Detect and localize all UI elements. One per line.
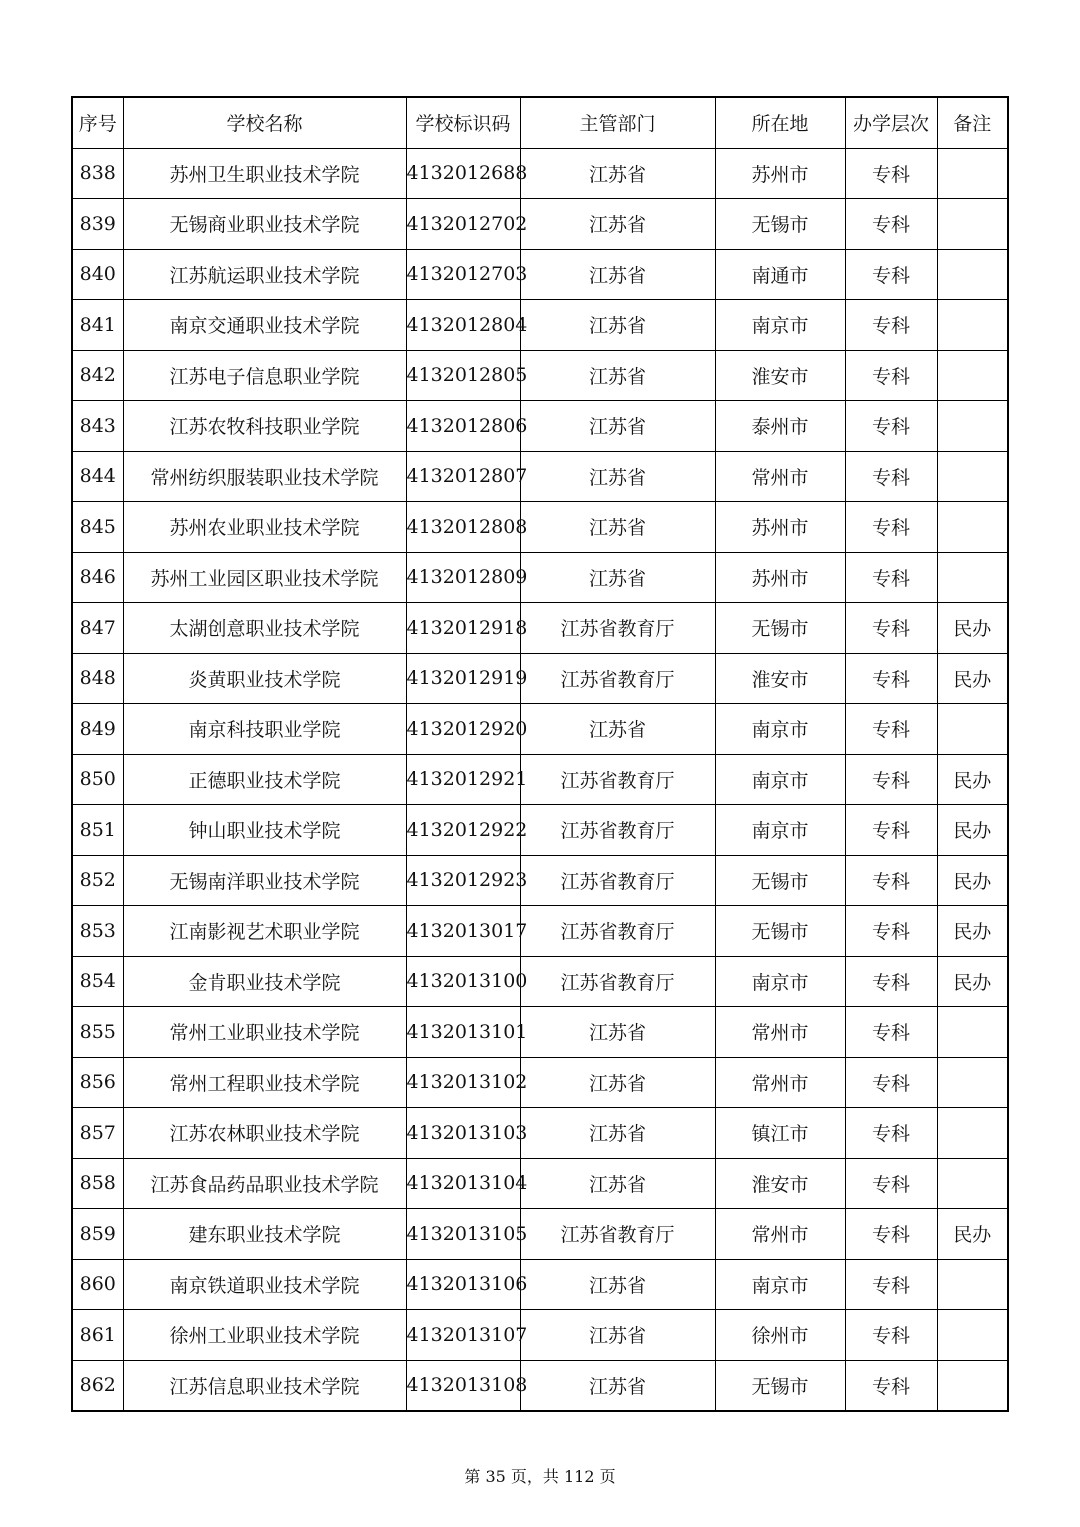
cell-remark: 民办: [937, 805, 1008, 856]
cell-school-code: 4132013102: [406, 1057, 520, 1108]
table-row: [72, 502, 1008, 553]
cell-department: 江苏省: [520, 249, 715, 300]
cell-school-code: 4132012923: [406, 855, 520, 906]
cell-level: 专科: [845, 1057, 937, 1108]
header-location: 所在地: [715, 97, 845, 148]
cell-department: 江苏省教育厅: [520, 603, 715, 654]
cell-index: 855: [72, 1007, 123, 1058]
cell-index: 846: [72, 552, 123, 603]
cell-location: 南京市: [715, 805, 845, 856]
cell-school-name: 南京铁道职业技术学院: [123, 1259, 406, 1310]
cell-department: 江苏省: [520, 451, 715, 502]
cell-index: 842: [72, 350, 123, 401]
cell-index: 843: [72, 401, 123, 452]
cell-level: 专科: [845, 1360, 937, 1411]
cell-school-name: 建东职业技术学院: [123, 1209, 406, 1260]
cell-level: 专科: [845, 1259, 937, 1310]
cell-location: 无锡市: [715, 603, 845, 654]
cell-school-code: 4132013101: [406, 1007, 520, 1058]
cell-index: 841: [72, 300, 123, 351]
cell-department: 江苏省: [520, 704, 715, 755]
cell-level: 专科: [845, 906, 937, 957]
cell-location: 常州市: [715, 451, 845, 502]
cell-location: 苏州市: [715, 552, 845, 603]
cell-school-name: 太湖创意职业技术学院: [123, 603, 406, 654]
cell-department: 江苏省教育厅: [520, 754, 715, 805]
cell-school-code: 4132013106: [406, 1259, 520, 1310]
cell-department: 江苏省教育厅: [520, 805, 715, 856]
cell-school-name: 炎黄职业技术学院: [123, 653, 406, 704]
cell-remark: [937, 350, 1008, 401]
cell-level: 专科: [845, 199, 937, 250]
cell-index: 861: [72, 1310, 123, 1361]
cell-school-name: 南京交通职业技术学院: [123, 300, 406, 351]
table-header-row: [72, 97, 1008, 148]
cell-school-name: 常州工业职业技术学院: [123, 1007, 406, 1058]
cell-location: 淮安市: [715, 350, 845, 401]
cell-department: 江苏省: [520, 552, 715, 603]
cell-location: 南京市: [715, 956, 845, 1007]
cell-school-name: 江南影视艺术职业学院: [123, 906, 406, 957]
cell-location: 泰州市: [715, 401, 845, 452]
cell-school-name: 正德职业技术学院: [123, 754, 406, 805]
cell-school-name: 苏州工业园区职业技术学院: [123, 552, 406, 603]
cell-location: 徐州市: [715, 1310, 845, 1361]
cell-index: 860: [72, 1259, 123, 1310]
cell-remark: [937, 1310, 1008, 1361]
cell-index: 854: [72, 956, 123, 1007]
cell-location: 无锡市: [715, 855, 845, 906]
cell-level: 专科: [845, 805, 937, 856]
cell-school-code: 4132012702: [406, 199, 520, 250]
cell-school-code: 4132012919: [406, 653, 520, 704]
cell-index: 851: [72, 805, 123, 856]
cell-index: 853: [72, 906, 123, 957]
header-level: 办学层次: [845, 97, 937, 148]
cell-school-code: 4132012688: [406, 148, 520, 199]
cell-remark: [937, 451, 1008, 502]
table-row: [72, 401, 1008, 452]
cell-department: 江苏省: [520, 350, 715, 401]
cell-school-name: 江苏农林职业技术学院: [123, 1108, 406, 1159]
cell-school-name: 苏州农业职业技术学院: [123, 502, 406, 553]
cell-index: 847: [72, 603, 123, 654]
cell-department: 江苏省: [520, 502, 715, 553]
cell-school-code: 4132013100: [406, 956, 520, 1007]
cell-department: 江苏省教育厅: [520, 1209, 715, 1260]
cell-school-code: 4132012804: [406, 300, 520, 351]
cell-index: 857: [72, 1108, 123, 1159]
cell-level: 专科: [845, 1310, 937, 1361]
cell-school-code: 4132013107: [406, 1310, 520, 1361]
cell-location: 淮安市: [715, 1158, 845, 1209]
cell-level: 专科: [845, 754, 937, 805]
cell-remark: [937, 1360, 1008, 1411]
cell-school-name: 江苏食品药品职业技术学院: [123, 1158, 406, 1209]
table-row: [72, 249, 1008, 300]
cell-school-code: 4132012805: [406, 350, 520, 401]
cell-level: 专科: [845, 1158, 937, 1209]
cell-department: 江苏省: [520, 148, 715, 199]
header-index: 序号: [72, 97, 123, 148]
cell-school-code: 4132013103: [406, 1108, 520, 1159]
cell-location: 南京市: [715, 704, 845, 755]
cell-department: 江苏省教育厅: [520, 956, 715, 1007]
cell-school-name: 苏州卫生职业技术学院: [123, 148, 406, 199]
cell-school-code: 4132013108: [406, 1360, 520, 1411]
cell-level: 专科: [845, 502, 937, 553]
cell-index: 844: [72, 451, 123, 502]
cell-level: 专科: [845, 653, 937, 704]
cell-location: 南京市: [715, 300, 845, 351]
cell-school-code: 4132013017: [406, 906, 520, 957]
cell-remark: 民办: [937, 855, 1008, 906]
cell-school-code: 4132012809: [406, 552, 520, 603]
cell-level: 专科: [845, 148, 937, 199]
cell-department: 江苏省: [520, 1360, 715, 1411]
table-row: [72, 148, 1008, 199]
cell-location: 无锡市: [715, 906, 845, 957]
table-row: [72, 653, 1008, 704]
cell-school-code: 4132012808: [406, 502, 520, 553]
cell-index: 838: [72, 148, 123, 199]
table-row: [72, 1158, 1008, 1209]
table-row: [72, 704, 1008, 755]
cell-location: 常州市: [715, 1209, 845, 1260]
table-row: [72, 1310, 1008, 1361]
cell-index: 848: [72, 653, 123, 704]
cell-index: 862: [72, 1360, 123, 1411]
cell-department: 江苏省教育厅: [520, 906, 715, 957]
cell-remark: [937, 1108, 1008, 1159]
cell-school-name: 江苏电子信息职业学院: [123, 350, 406, 401]
cell-index: 856: [72, 1057, 123, 1108]
cell-school-code: 4132013105: [406, 1209, 520, 1260]
table-row: [72, 300, 1008, 351]
cell-remark: [937, 199, 1008, 250]
cell-index: 839: [72, 199, 123, 250]
header-remark: 备注: [937, 97, 1008, 148]
cell-location: 无锡市: [715, 1360, 845, 1411]
cell-department: 江苏省: [520, 1259, 715, 1310]
table-row: [72, 805, 1008, 856]
header-department: 主管部门: [520, 97, 715, 148]
cell-school-name: 无锡商业职业技术学院: [123, 199, 406, 250]
cell-department: 江苏省: [520, 1057, 715, 1108]
cell-school-code: 4132012920: [406, 704, 520, 755]
cell-school-code: 4132012922: [406, 805, 520, 856]
cell-level: 专科: [845, 1108, 937, 1159]
cell-school-code: 4132012921: [406, 754, 520, 805]
table-row: [72, 350, 1008, 401]
cell-location: 常州市: [715, 1007, 845, 1058]
cell-department: 江苏省: [520, 1310, 715, 1361]
table-row: [72, 956, 1008, 1007]
table-row: [72, 603, 1008, 654]
table-row: [72, 199, 1008, 250]
cell-remark: 民办: [937, 754, 1008, 805]
cell-school-code: 4132012807: [406, 451, 520, 502]
cell-remark: [937, 552, 1008, 603]
cell-level: 专科: [845, 300, 937, 351]
cell-department: 江苏省: [520, 300, 715, 351]
cell-school-name: 南京科技职业学院: [123, 704, 406, 755]
cell-remark: [937, 249, 1008, 300]
cell-location: 镇江市: [715, 1108, 845, 1159]
table-row: [72, 855, 1008, 906]
cell-remark: 民办: [937, 653, 1008, 704]
cell-school-name: 无锡南洋职业技术学院: [123, 855, 406, 906]
cell-level: 专科: [845, 603, 937, 654]
page-footer: 第 35 页，共 112 页: [464, 1467, 616, 1486]
cell-index: 859: [72, 1209, 123, 1260]
cell-index: 850: [72, 754, 123, 805]
table-row: [72, 1057, 1008, 1108]
cell-department: 江苏省: [520, 1158, 715, 1209]
cell-level: 专科: [845, 704, 937, 755]
cell-location: 淮安市: [715, 653, 845, 704]
cell-remark: 民办: [937, 956, 1008, 1007]
cell-school-code: 4132013104: [406, 1158, 520, 1209]
cell-remark: 民办: [937, 906, 1008, 957]
cell-school-name: 常州纺织服装职业技术学院: [123, 451, 406, 502]
cell-location: 南京市: [715, 754, 845, 805]
cell-department: 江苏省教育厅: [520, 653, 715, 704]
cell-remark: [937, 1259, 1008, 1310]
cell-department: 江苏省: [520, 1108, 715, 1159]
table-row: [72, 1259, 1008, 1310]
cell-remark: [937, 300, 1008, 351]
cell-remark: 民办: [937, 1209, 1008, 1260]
cell-school-code: 4132012918: [406, 603, 520, 654]
cell-location: 苏州市: [715, 148, 845, 199]
cell-department: 江苏省: [520, 401, 715, 452]
cell-index: 840: [72, 249, 123, 300]
cell-school-name: 江苏航运职业技术学院: [123, 249, 406, 300]
header-school-name: 学校名称: [123, 97, 406, 148]
cell-level: 专科: [845, 1007, 937, 1058]
cell-location: 南京市: [715, 1259, 845, 1310]
table-row: [72, 1007, 1008, 1058]
table-row: [72, 1108, 1008, 1159]
cell-school-name: 金肯职业技术学院: [123, 956, 406, 1007]
cell-school-name: 钟山职业技术学院: [123, 805, 406, 856]
cell-remark: [937, 401, 1008, 452]
table-row: [72, 906, 1008, 957]
cell-level: 专科: [845, 1209, 937, 1260]
cell-school-name: 江苏信息职业技术学院: [123, 1360, 406, 1411]
cell-level: 专科: [845, 956, 937, 1007]
cell-level: 专科: [845, 350, 937, 401]
cell-remark: 民办: [937, 603, 1008, 654]
header-school-code: 学校标识码: [406, 97, 520, 148]
schools-table: [71, 96, 1009, 1412]
cell-remark: [937, 1057, 1008, 1108]
cell-level: 专科: [845, 401, 937, 452]
cell-location: 无锡市: [715, 199, 845, 250]
cell-level: 专科: [845, 451, 937, 502]
cell-school-name: 常州工程职业技术学院: [123, 1057, 406, 1108]
cell-department: 江苏省: [520, 1007, 715, 1058]
cell-location: 常州市: [715, 1057, 845, 1108]
cell-location: 南通市: [715, 249, 845, 300]
cell-remark: [937, 1007, 1008, 1058]
cell-level: 专科: [845, 855, 937, 906]
cell-level: 专科: [845, 249, 937, 300]
cell-remark: [937, 704, 1008, 755]
cell-location: 苏州市: [715, 502, 845, 553]
cell-department: 江苏省教育厅: [520, 855, 715, 906]
cell-index: 858: [72, 1158, 123, 1209]
cell-index: 849: [72, 704, 123, 755]
cell-school-code: 4132012806: [406, 401, 520, 452]
cell-index: 845: [72, 502, 123, 553]
cell-school-name: 徐州工业职业技术学院: [123, 1310, 406, 1361]
cell-department: 江苏省: [520, 199, 715, 250]
cell-remark: [937, 148, 1008, 199]
cell-index: 852: [72, 855, 123, 906]
cell-remark: [937, 1158, 1008, 1209]
cell-level: 专科: [845, 552, 937, 603]
cell-school-code: 4132012703: [406, 249, 520, 300]
table-row: [72, 552, 1008, 603]
table-row: [72, 451, 1008, 502]
table-row: [72, 1360, 1008, 1411]
cell-remark: [937, 502, 1008, 553]
table-row: [72, 1209, 1008, 1260]
table-row: [72, 754, 1008, 805]
cell-school-name: 江苏农牧科技职业学院: [123, 401, 406, 452]
